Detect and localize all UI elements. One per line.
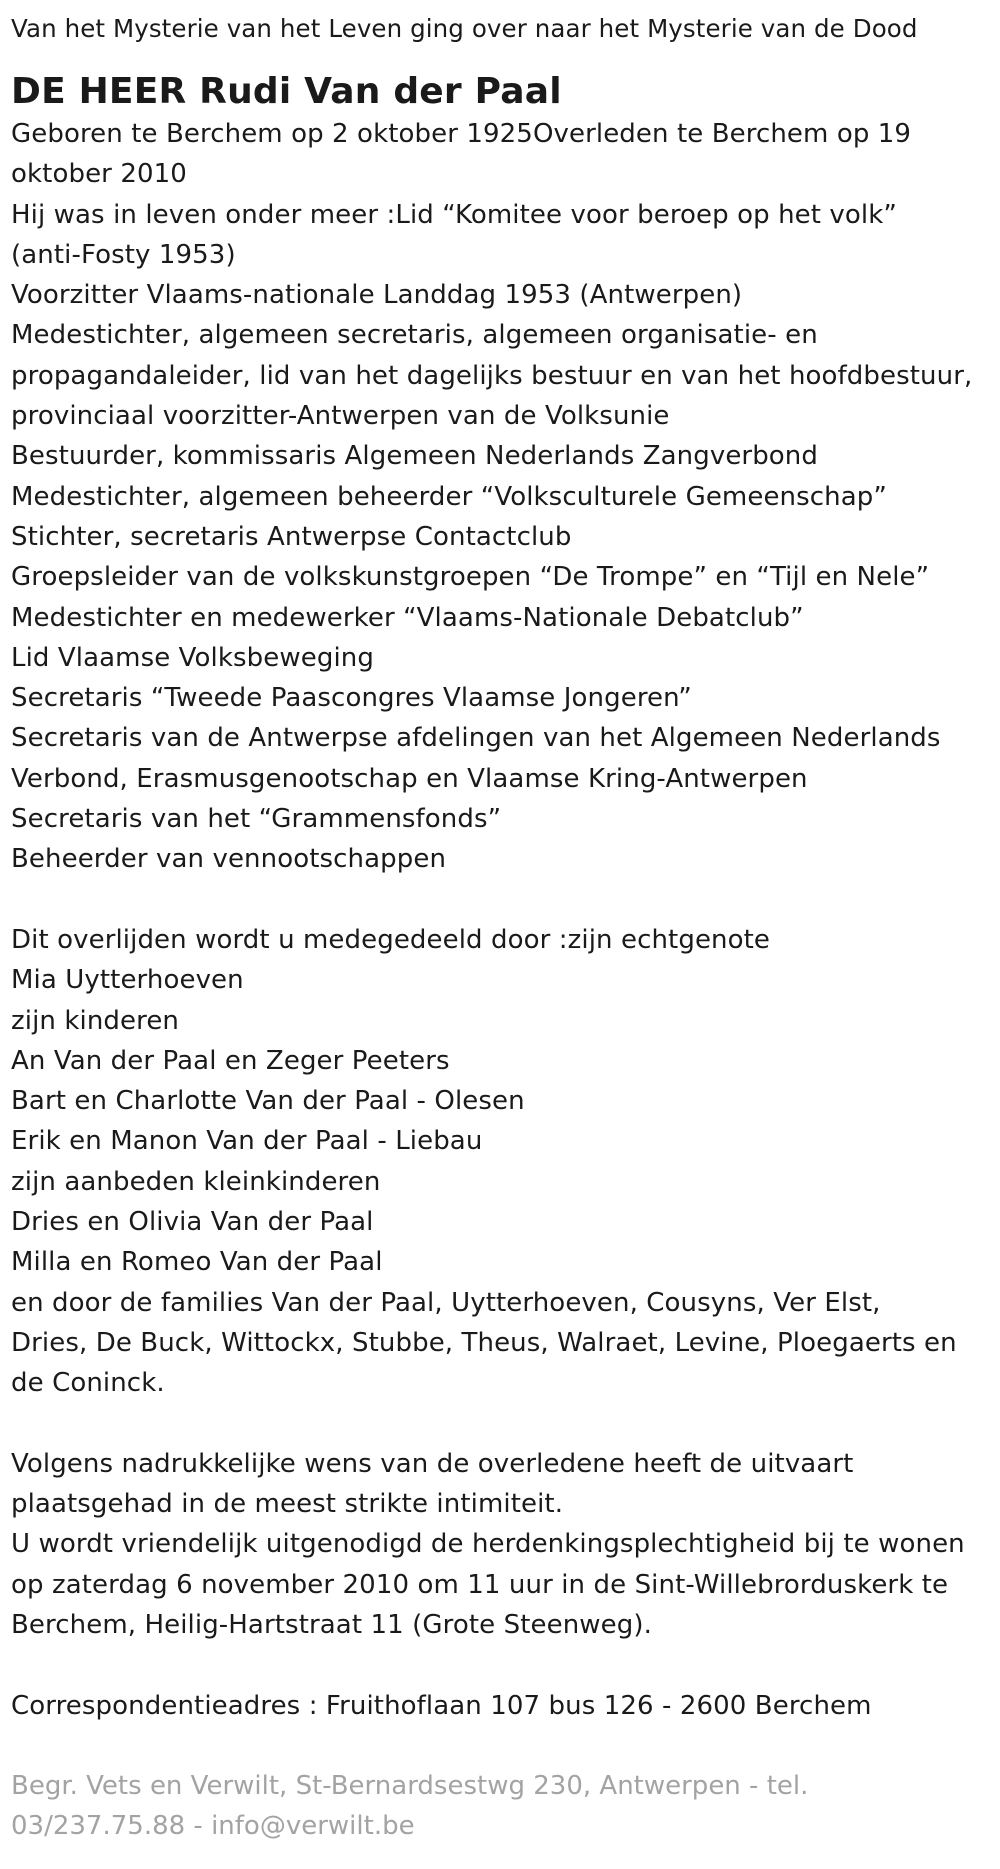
- biography-line: Verbond, Erasmusgenootschap en Vlaamse Kring-Antwerpen: [11, 763, 808, 794]
- address-section: [11, 1686, 990, 1726]
- biography-section: [11, 114, 990, 880]
- biography-line: Bestuurder, kommissaris Algemeen Nederlands Zangverbond: [11, 441, 818, 472]
- family-line: Dries, De Buck, Wittockx, Stubbe, Theus, Walraet, Levine, Ploegaerts en: [11, 1327, 957, 1358]
- biography-line: Geboren te Berchem op 2 oktober 1925Overleden te Berchem op 19: [11, 119, 912, 149]
- family-line: Dries en Olivia Van der Paal: [11, 1207, 374, 1238]
- family-line: Milla en Romeo Van der Paal: [11, 1247, 383, 1278]
- biography-line: Secretaris van de Antwerpse afdelingen van het Algemeen Nederlands: [11, 723, 941, 754]
- ceremony-line: Berchem, Heilig-Hartstraat 11 (Grote Steenweg).: [11, 1609, 652, 1640]
- family-line: Erik en Manon Van der Paal - Liebau: [11, 1126, 483, 1157]
- family-line: An Van der Paal en Zeger Peeters: [11, 1045, 450, 1076]
- biography-line: Hij was in leven onder meer :Lid “Komitee voor beroep op het volk”: [11, 199, 897, 230]
- footer-line: Begr. Vets en Verwilt, St-Bernardsestwg 230, Antwerpen - tel.: [11, 1770, 809, 1801]
- family-line: zijn aanbeden kleinkinderen: [11, 1166, 381, 1197]
- biography-line: Medestichter, algemeen secretaris, algemeen organisatie- en: [11, 320, 818, 351]
- biography-line: Secretaris “Tweede Paascongres Vlaamse Jongeren”: [11, 683, 692, 714]
- biography-line: Lid Vlaamse Volksbeweging: [11, 642, 374, 673]
- ceremony-line: Volgens nadrukkelijke wens van de overledene heeft de uitvaart: [11, 1448, 854, 1479]
- family-line: Dit overlijden wordt u medegedeeld door :zijn echtgenote: [11, 924, 771, 955]
- family-line: de Coninck.: [11, 1368, 165, 1399]
- ceremony-line: op zaterdag 6 november 2010 om 11 uur in de Sint-Willebrorduskerk te: [11, 1569, 949, 1600]
- family-line: Bart en Charlotte Van der Paal - Olesen: [11, 1086, 525, 1117]
- biography-line: Voorzitter Vlaams-nationale Landdag 1953 (Antwerpen): [11, 280, 743, 311]
- funeral-home-footer: [11, 1766, 990, 1847]
- ceremony-section: [11, 1444, 990, 1645]
- biography-line: Secretaris van het “Grammensfonds”: [11, 804, 502, 835]
- biography-line: oktober 2010: [11, 159, 187, 190]
- biography-line: Stichter, secretaris Antwerpse Contactclub: [11, 521, 572, 552]
- footer-line: 03/237.75.88 - info@verwilt.be: [11, 1811, 415, 1842]
- ceremony-line: U wordt vriendelijk uitgenodigd de herdenkingsplechtigheid bij te wonen: [11, 1529, 965, 1560]
- spacer: [11, 1404, 990, 1444]
- family-line: zijn kinderen: [11, 1005, 179, 1036]
- family-section: [11, 920, 990, 1404]
- biography-line: Medestichter, algemeen beheerder “Volksculturele Gemeenschap”: [11, 481, 887, 512]
- biography-line: (anti-Fosty 1953): [11, 239, 236, 270]
- family-line: Mia Uytterhoeven: [11, 965, 244, 996]
- ceremony-line: plaatsgehad in de meest strikte intimiteit.: [11, 1489, 564, 1520]
- spacer: [11, 1645, 990, 1685]
- family-line: en door de families Van der Paal, Uytterhoeven, Cousyns, Ver Elst,: [11, 1287, 881, 1318]
- biography-line: Groepsleider van de volkskunstgroepen “De Trompe” en “Tijl en Nele”: [11, 562, 930, 593]
- deceased-name: DE HEER Rudi Van der Paal: [11, 71, 562, 112]
- biography-line: Beheerder van vennootschappen: [11, 844, 447, 875]
- biography-line: propagandaleider, lid van het dagelijks bestuur en van het hoofdbestuur,: [11, 360, 973, 391]
- biography-line: Medestichter en medewerker “Vlaams-Nationale Debatclub”: [11, 602, 804, 633]
- biography-line: provinciaal voorzitter-Antwerpen van de Volksunie: [11, 401, 670, 432]
- spacer: [11, 880, 990, 920]
- correspondence-address: Correspondentieadres : Fruithoflaan 107 bus 126 - 2600 Berchem: [11, 1690, 872, 1721]
- intro-line: Van het Mysterie van het Leven ging over naar het Mysterie van de Dood: [11, 14, 918, 43]
